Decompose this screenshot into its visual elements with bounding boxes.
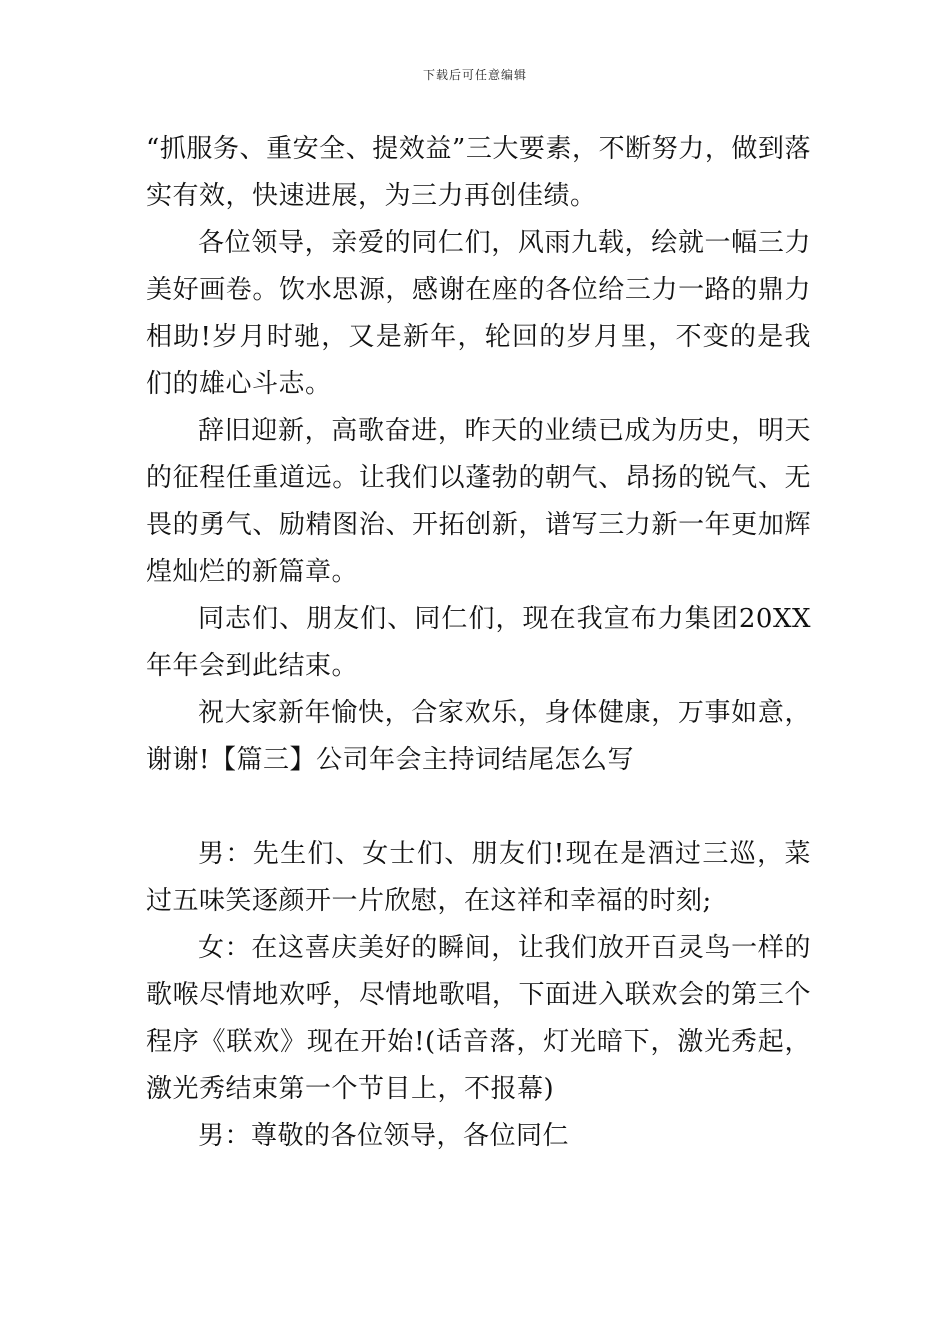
blank-line xyxy=(146,784,811,831)
paragraph-6: 男：先生们、女士们、朋友们!现在是酒过三巡，菜过五味笑逐颜开一片欣慰，在这祥和幸福的时刻; xyxy=(146,839,811,916)
document-body xyxy=(146,126,811,1160)
paragraph-5: 祝大家新年愉快，合家欢乐，身体健康，万事如意，谢谢!【篇三】公司年会主持词结尾怎么写 xyxy=(146,698,811,775)
paragraph-2: 各位领导，亲爱的同仁们，风雨九载，绘就一幅三力美好画卷。饮水思源，感谢在座的各位给三力一路的鼎力相助!岁月时驰，又是新年，轮回的岁月里，不变的是我们的雄心斗志。 xyxy=(146,228,811,399)
paragraph-1: “抓服务、重安全、提效益”三大要素，不断努力，做到落实有效，快速进展，为三力再创佳绩。 xyxy=(146,134,811,211)
paragraph-4: 同志们、朋友们、同仁们，现在我宣布力集团20XX年年会到此结束。 xyxy=(146,604,811,681)
paragraph-8: 男：尊敬的各位领导，各位同仁 xyxy=(198,1121,570,1151)
paragraph-7: 女：在这喜庆美好的瞬间，让我们放开百灵鸟一样的歌喉尽情地欢呼，尽情地歌唱，下面进入联欢会的第三个程序《联欢》现在开始!(话音落，灯光暗下，激光秀起，激光秀结束第一个节目上，不报幕) xyxy=(146,933,811,1104)
paragraph-3: 辞旧迎新，高歌奋进，昨天的业绩已成为历史，明天的征程任重道远。让我们以蓬勃的朝气、昂扬的锐气、无畏的勇气、励精图治、开拓创新，谱写三力新一年更加辉煌灿烂的新篇章。 xyxy=(146,416,811,587)
page-header: 下载后可任意编辑 xyxy=(422,68,527,82)
